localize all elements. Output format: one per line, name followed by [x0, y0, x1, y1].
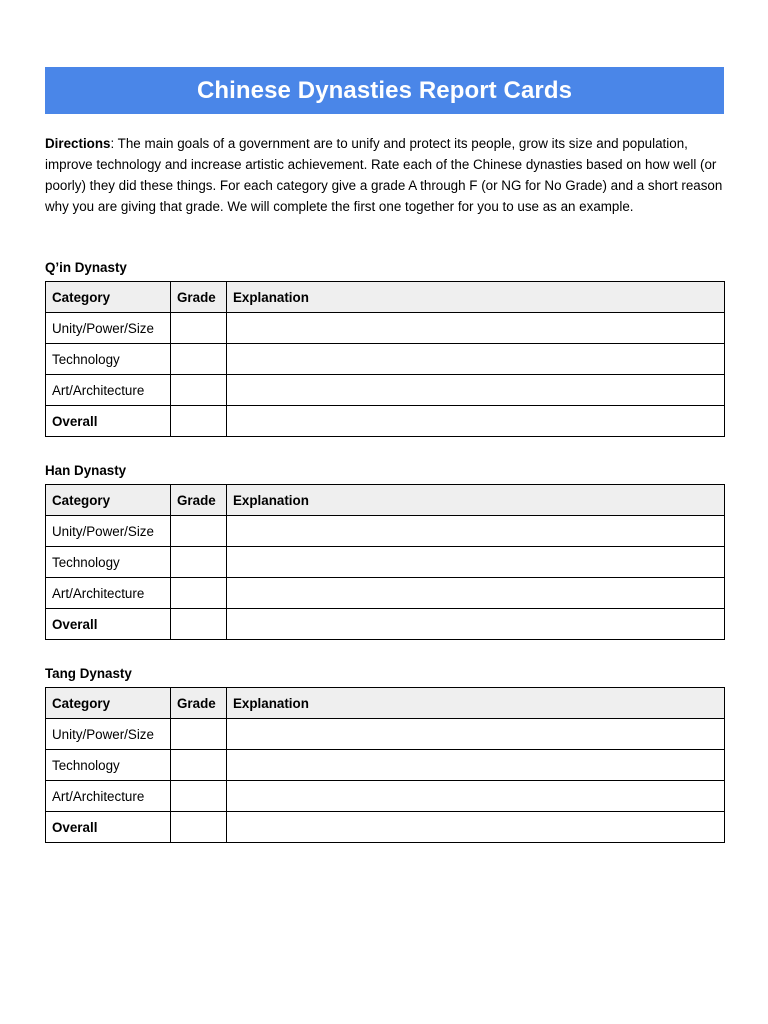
- row-label-art: Art/Architecture: [46, 781, 171, 812]
- table-row: [46, 547, 725, 578]
- grade-cell[interactable]: [171, 750, 227, 781]
- table-row: [46, 344, 725, 375]
- grade-cell[interactable]: [171, 578, 227, 609]
- explanation-cell[interactable]: [227, 812, 725, 843]
- table-row: [46, 609, 725, 640]
- grade-cell[interactable]: [171, 609, 227, 640]
- row-label-technology: Technology: [46, 547, 171, 578]
- explanation-cell[interactable]: [227, 406, 725, 437]
- column-header-category: Category: [46, 282, 171, 313]
- row-label-overall: Overall: [46, 812, 171, 843]
- explanation-cell[interactable]: [227, 719, 725, 750]
- column-header-grade: Grade: [171, 485, 227, 516]
- row-label-technology: Technology: [46, 344, 171, 375]
- explanation-cell[interactable]: [227, 516, 725, 547]
- explanation-cell[interactable]: [227, 313, 725, 344]
- column-header-category: Category: [46, 688, 171, 719]
- row-label-unity: Unity/Power/Size: [46, 719, 171, 750]
- row-label-art: Art/Architecture: [46, 578, 171, 609]
- page-title: Chinese Dynasties Report Cards: [196, 76, 573, 104]
- explanation-cell[interactable]: [227, 781, 725, 812]
- row-label-overall: Overall: [46, 609, 171, 640]
- table-row: [46, 719, 725, 750]
- table-header-row: [46, 688, 725, 719]
- section-title-han: Han Dynasty: [45, 463, 127, 478]
- grade-cell[interactable]: [171, 547, 227, 578]
- explanation-cell[interactable]: [227, 578, 725, 609]
- directions-label: Directions: [45, 136, 111, 151]
- row-label-technology: Technology: [46, 750, 171, 781]
- qin-report-table: [45, 281, 725, 437]
- grade-cell[interactable]: [171, 375, 227, 406]
- grade-cell[interactable]: [171, 812, 227, 843]
- row-label-overall: Overall: [46, 406, 171, 437]
- explanation-cell[interactable]: [227, 344, 725, 375]
- table-row: [46, 313, 725, 344]
- row-label-unity: Unity/Power/Size: [46, 313, 171, 344]
- table-row: [46, 375, 725, 406]
- column-header-grade: Grade: [171, 688, 227, 719]
- qin-dynasty-section: [45, 258, 724, 437]
- table-row: [46, 406, 725, 437]
- table-row: [46, 750, 725, 781]
- grade-cell[interactable]: [171, 516, 227, 547]
- table-header-row: [46, 485, 725, 516]
- section-title-qin: Q’in Dynasty: [45, 260, 127, 275]
- grade-cell[interactable]: [171, 781, 227, 812]
- directions-paragraph: [45, 134, 727, 218]
- column-header-category: Category: [46, 485, 171, 516]
- table-row: [46, 516, 725, 547]
- column-header-explanation: Explanation: [227, 688, 725, 719]
- section-title-tang: Tang Dynasty: [45, 666, 132, 681]
- title-banner: [45, 67, 724, 114]
- table-row: [46, 578, 725, 609]
- directions-text: : The main goals of a government are to unify and protect its people, grow its size and population, improve technology and increase artistic achievement. Rate each of the Chinese dynasties based on how well (or poorly) they did these things. For each category give a grade A through F (or NG for No Grade) and a short reason why you are giving that grade. We will complete the first one together for you to use as an example.: [45, 136, 723, 214]
- han-dynasty-section: [45, 461, 724, 640]
- table-row: [46, 781, 725, 812]
- grade-cell[interactable]: [171, 719, 227, 750]
- tang-dynasty-section: [45, 664, 724, 843]
- explanation-cell[interactable]: [227, 750, 725, 781]
- table-row: [46, 812, 725, 843]
- grade-cell[interactable]: [171, 344, 227, 375]
- explanation-cell[interactable]: [227, 375, 725, 406]
- column-header-explanation: Explanation: [227, 282, 725, 313]
- explanation-cell[interactable]: [227, 547, 725, 578]
- han-report-table: [45, 484, 725, 640]
- table-header-row: [46, 282, 725, 313]
- column-header-explanation: Explanation: [227, 485, 725, 516]
- column-header-grade: Grade: [171, 282, 227, 313]
- row-label-unity: Unity/Power/Size: [46, 516, 171, 547]
- grade-cell[interactable]: [171, 406, 227, 437]
- explanation-cell[interactable]: [227, 609, 725, 640]
- grade-cell[interactable]: [171, 313, 227, 344]
- tang-report-table: [45, 687, 725, 843]
- row-label-art: Art/Architecture: [46, 375, 171, 406]
